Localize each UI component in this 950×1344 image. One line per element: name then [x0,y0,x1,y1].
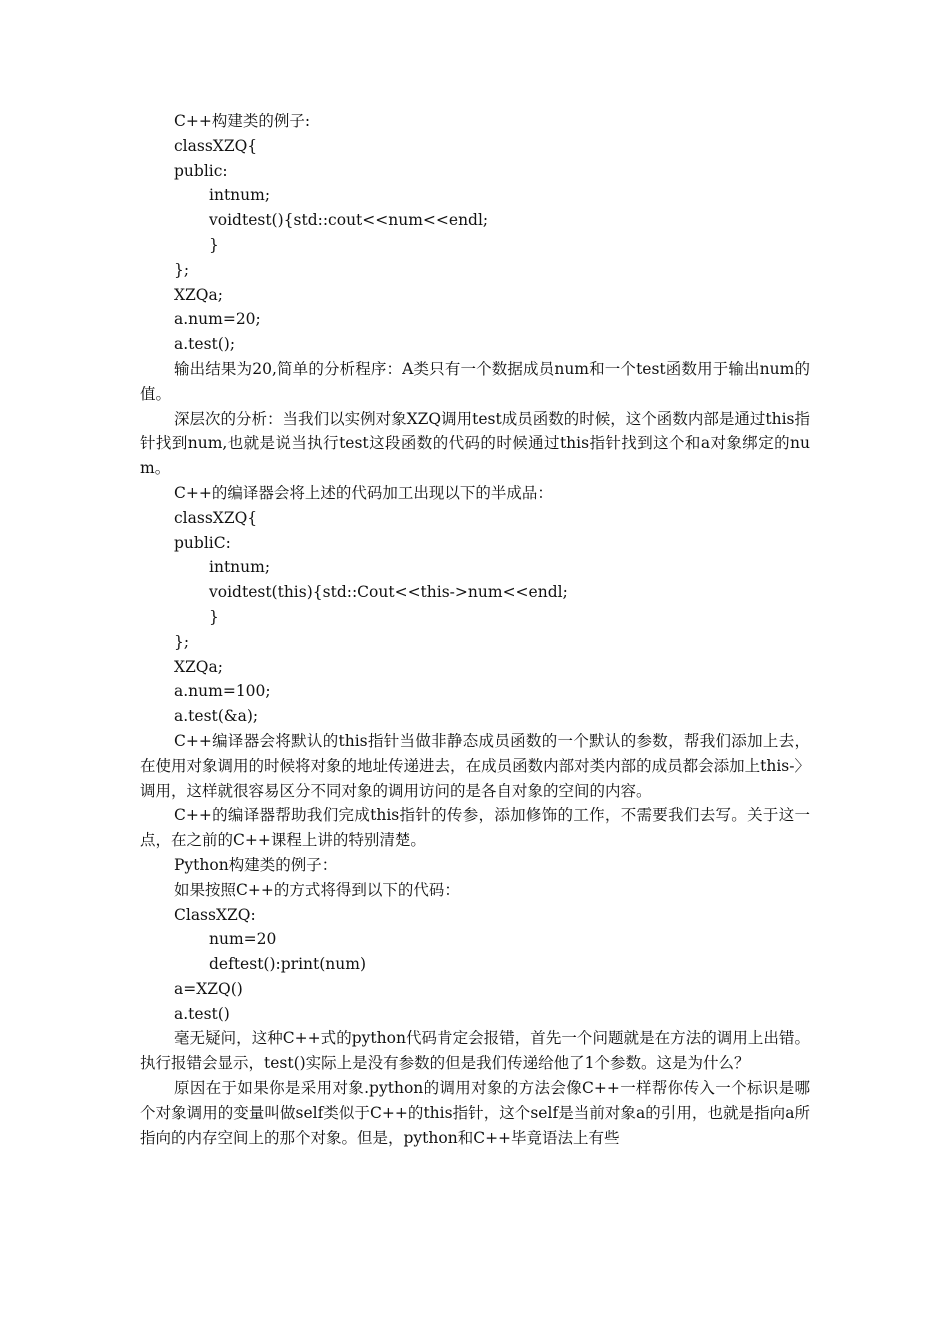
text-line: a.num=100; [174,682,271,701]
text-line: ClassXZQ: [174,905,256,924]
code-line-indented: voidtest(this){std::Cout<<this->num<<endl; [209,583,568,602]
paragraph: C++的编译器帮助我们完成this指针的传参，添加修饰的工作，不需要我们去写。关于这一点，在之前的C++课程上讲的特别清楚。 [140,806,810,850]
code-line-indented: } [209,235,219,254]
text-line: 如果按照C++的方式将得到以下的代码： [174,880,460,899]
text-line: a.test(&a); [174,707,259,726]
code-line-indented: deftest():print(num) [209,955,366,974]
text-line: public: [174,161,228,180]
paragraph: 毫无疑问，这种C++式的python代码肯定会报错，首先一个问题就是在方法的调用上出错。执行报错会显示，test()实际上是没有参数的但是我们传递给他了1个参数。这是为什么？ [140,1029,810,1073]
text-line: C++构建类的例子: [174,112,311,130]
text-line: }; [174,632,190,651]
text-line: a.test() [174,1004,230,1023]
paragraph: C++编译器会将默认的this指针当做非静态成员函数的一个默认的参数，帮我们添加上去，在使用对象调用的时候将对象的地址传递进去，在成员函数内部对类内部的成员都会添加上this-〉调用，这样就很容易区分不同对象的调用访问的是各自对象的空间的内容。 [140,731,810,800]
text-line: classXZQ{ [174,136,258,155]
document-body [140,109,810,1150]
paragraph: 输出结果为20,简单的分析程序：A类只有一个数据成员num和一个test函数用于输出num的值。 [140,359,810,403]
paragraph: 原因在于如果你是采用对象.python的调用对象的方法会像C++一样帮你传入一个标识是哪个对象调用的变量叫做self类似于C++的this指针，这个self是当前对象a的引用，也就是指向a所指向的内存空间上的那个对象。但是，python和C++毕竟语法上有些 [140,1079,810,1147]
text-line: classXZQ{ [174,508,258,527]
text-line: a.num=20; [174,310,261,329]
code-line-indented: intnum; [209,558,271,577]
code-line-indented: num=20 [209,930,277,949]
text-line: publiC: [174,533,231,552]
text-line: XZQa; [174,657,223,676]
text-line: a.test(); [174,335,236,354]
code-line-indented: intnum; [209,186,271,205]
text-line: a=XZQ() [174,979,243,998]
code-line-indented: voidtest(){std::cout<<num<<endl; [209,211,489,230]
text-line: Python构建类的例子： [174,855,338,874]
code-line-indented: } [209,607,219,626]
paragraph: 深层次的分析：当我们以实例对象XZQ调用test成员函数的时候，这个函数内部是通过this指针找到num,也就是说当执行test这段函数的代码的时候通过this指针找到这个和a对象绑定的num。 [140,409,810,478]
text-line: XZQa; [174,285,223,304]
text-line: }; [174,260,190,279]
text-line: C++的编译器会将上述的代码加工出现以下的半成品： [174,483,553,502]
